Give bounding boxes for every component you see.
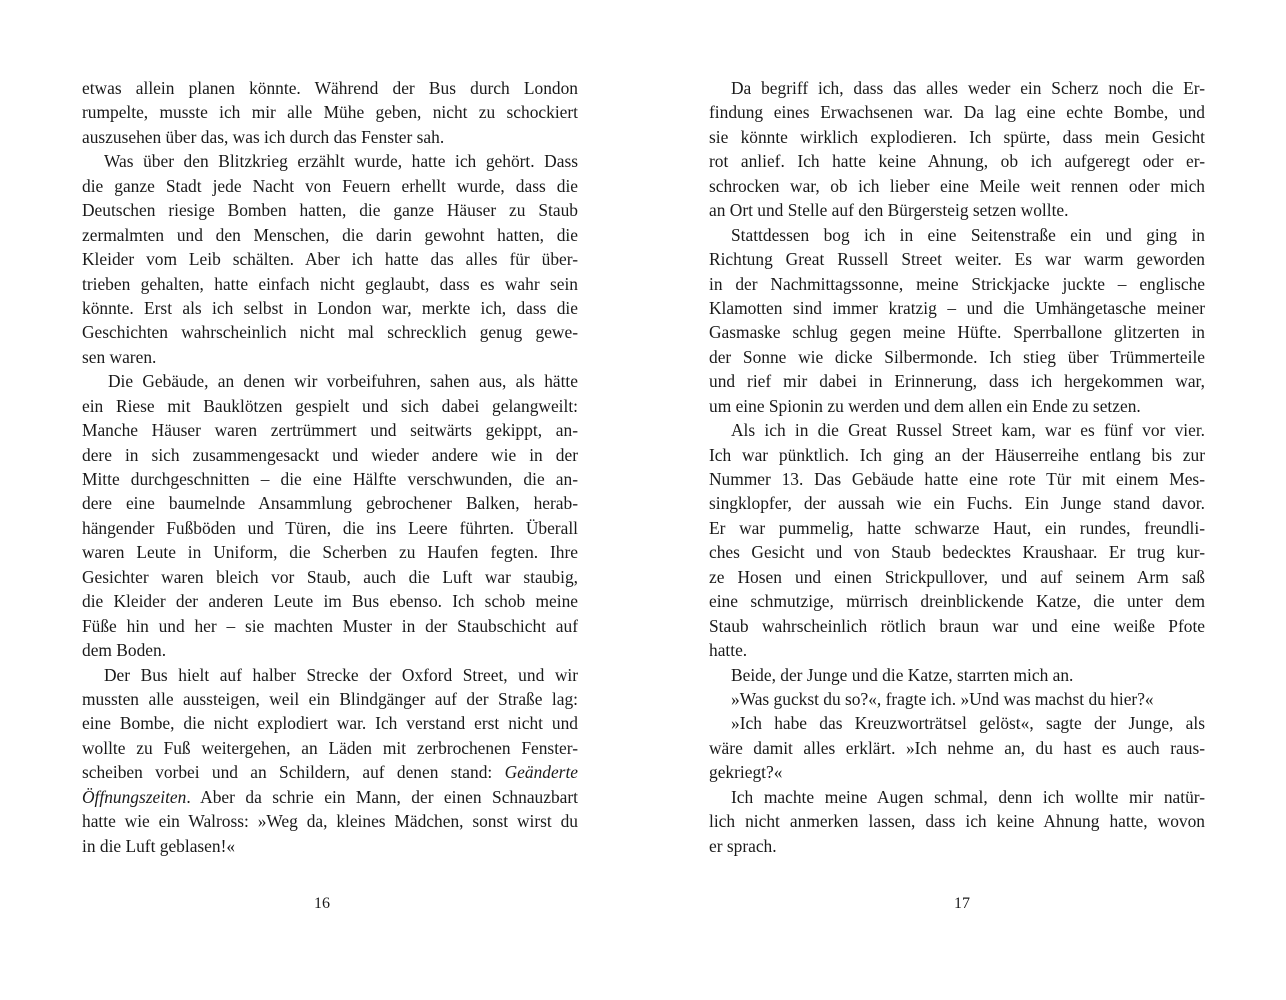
text-line: Stattdessen bog ich in eine Seitenstraße ein und ging in (731, 224, 1205, 245)
text-line: rumpelte, musste ich mir alle Mühe geben, nicht zu schockiert (82, 102, 578, 123)
text-line: und rief mir dabei in Erinnerung, dass ich hergekommen war, (709, 371, 1205, 392)
text-line: ze Hosen und einen Strickpullover, und auf seinem Arm saß (709, 566, 1205, 587)
italic-text: Öffnungszeiten (82, 786, 187, 807)
text-line: in die Luft geblasen!« (82, 835, 236, 856)
text-line: die Kleider der anderen Leute im Bus ebenso. Ich schob meine (82, 591, 578, 612)
text-line: Gesichter waren bleich vor Staub, auch die Luft war staubig, (82, 566, 578, 587)
text-line: die ganze Stadt jede Nacht von Feuern erhellt wurde, dass die (82, 175, 578, 196)
left-page-text (82, 76, 578, 858)
text-line: auszusehen über das, was ich durch das Fenster sah. (82, 126, 445, 147)
text-line: trieben gehalten, hatte einfach nicht geglaubt, dass es wahr sein (82, 273, 578, 294)
text-line: Beide, der Junge und die Katze, starrten mich an. (731, 664, 1074, 685)
text-line: Füße hin und her – sie machten Muster in der Staubschicht auf (82, 615, 578, 636)
text-line: er sprach. (709, 835, 777, 856)
text-span: scheiben vorbei und an Schildern, auf denen stand: (82, 762, 493, 783)
text-line: Mitte durchgeschnitten – die eine Hälfte verschwunden, die an- (82, 469, 578, 489)
italic-text: Geänderte (504, 762, 578, 783)
text-line: der Sonne wie dicke Silbermonde. Ich stieg über Trümmerteile (709, 346, 1205, 367)
text-line: mussten alle aussteigen, weil ein Blindgänger auf der Straße lag: (82, 688, 578, 709)
text-line: Die Gebäude, an denen wir vorbeifuhren, sahen aus, als hätte (108, 371, 578, 392)
text-span: . Aber da schrie ein Mann, der einen Schnauzbart (186, 786, 578, 807)
text-line: Er war pummelig, hatte schwarze Haut, ein rundes, freundli- (709, 517, 1205, 538)
text-line: hatte wie ein Walross: »Weg da, kleines Mädchen, sonst wirst du (82, 811, 578, 832)
text-line: lich nicht anmerken lassen, dass ich keine Ahnung hatte, wovon (709, 811, 1205, 832)
right-page-text (709, 76, 1205, 858)
text-line: Staub wahrscheinlich rötlich braun war und eine weiße Pfote (709, 615, 1205, 636)
text-line: könnte. Erst als ich selbst in London war, merkte ich, dass die (82, 297, 578, 318)
text-line: Kleider vom Leib schälten. Aber ich hatte das alles für über- (82, 249, 578, 270)
text-line: Gasmaske schlug gegen meine Hüfte. Sperrballone glitzerten in (709, 322, 1205, 343)
text-line: singklopfer, der aussah wie ein Fuchs. Ein Junge stand davor. (709, 493, 1205, 514)
text-line: in der Nachmittagssonne, meine Strickjacke juckte – englische (709, 273, 1205, 294)
text-line: um eine Spionin zu werden und dem allen ein Ende zu setzen. (709, 395, 1141, 416)
left-page (82, 76, 578, 858)
text-line: zermalmten und den Menschen, die darin gewohnt hatten, die (82, 224, 578, 245)
text-line: ein Riese mit Bauklötzen gespielt und sich dabei gelangweilt: (82, 395, 578, 416)
text-line: »Ich habe das Kreuzworträtsel gelöst«, sagte der Junge, als (731, 713, 1205, 734)
text-line: hängender Fußböden und Türen, die ins Leere führten. Überall (82, 517, 578, 538)
text-line: dem Boden. (82, 640, 167, 661)
text-line: Klamotten sind immer kratzig – und die Umhängetasche meiner (709, 297, 1205, 318)
text-line: waren Leute in Uniform, die Scherben zu Haufen fegten. Ihre (82, 542, 578, 563)
text-line (82, 760, 578, 784)
text-line: Da begriff ich, dass das alles weder ein Scherz noch die Er- (731, 78, 1205, 98)
right-page (709, 76, 1205, 858)
text-line (82, 785, 578, 809)
text-line: Der Bus hielt auf halber Strecke der Oxford Street, und wir (104, 664, 578, 685)
text-line: Nummer 13. Das Gebäude hatte eine rote Tür mit einem Mes- (709, 469, 1205, 489)
text-line: sie könnte wirklich explodieren. Ich spürte, dass mein Gesicht (709, 126, 1205, 147)
text-line: etwas allein planen könnte. Während der Bus durch London (82, 78, 578, 98)
text-line: Ich machte meine Augen schmal, denn ich wollte mir natür- (731, 786, 1205, 807)
text-line: hatte. (709, 640, 748, 661)
text-line: eine Bombe, die nicht explodiert war. Ich verstand erst nicht und (82, 713, 578, 734)
text-line: Manche Häuser waren zertrümmert und seitwärts gekippt, an- (82, 420, 578, 441)
text-line: dere eine baumelnde Ansammlung gebrochener Balken, herab- (82, 493, 578, 514)
text-line: eine schmutzige, mürrisch dreinblickende Katze, die unter dem (709, 591, 1205, 612)
text-line: gekriegt?« (709, 762, 783, 783)
text-line: wäre damit alles erklärt. »Ich nehme an, du hast es auch raus- (709, 737, 1205, 758)
page-number-right: 17 (954, 895, 970, 912)
text-line: wollte zu Fuß weitergehen, an Läden mit zerbrochenen Fenster- (82, 737, 578, 758)
text-line: rot anlief. Ich hatte keine Ahnung, ob ich aufgeregt oder er- (709, 151, 1205, 172)
text-line: Ich war pünktlich. Ich ging an der Häuserreihe entlang bis zur (709, 444, 1205, 465)
text-line: »Was guckst du so?«, fragte ich. »Und was machst du hier?« (731, 688, 1154, 709)
text-line: Was über den Blitzkrieg erzählt wurde, hatte ich gehört. Dass (104, 151, 578, 172)
text-line: dere in sich zusammengesackt und wieder andere wie in der (82, 444, 578, 465)
text-line: schrocken war, ob ich lieber eine Meile weit rennen oder mich (709, 175, 1205, 196)
text-line: Als ich in die Great Russel Street kam, war es fünf vor vier. (731, 420, 1205, 441)
text-line: Richtung Great Russell Street weiter. Es war warm geworden (709, 249, 1205, 270)
page-number-left: 16 (314, 895, 330, 912)
text-line: Geschichten wahrscheinlich nicht mal schrecklich genug gewe- (82, 322, 578, 343)
text-line: findung eines Erwachsenen war. Da lag eine echte Bombe, und (709, 102, 1205, 123)
text-line: sen waren. (82, 346, 157, 367)
text-line: an Ort und Stelle auf den Bürgersteig setzen wollte. (709, 200, 1069, 221)
text-line: Deutschen riesige Bomben hatten, die ganze Häuser zu Staub (82, 200, 578, 221)
text-line: ches Gesicht und von Staub bedecktes Kraushaar. Er trug kur- (709, 542, 1205, 563)
